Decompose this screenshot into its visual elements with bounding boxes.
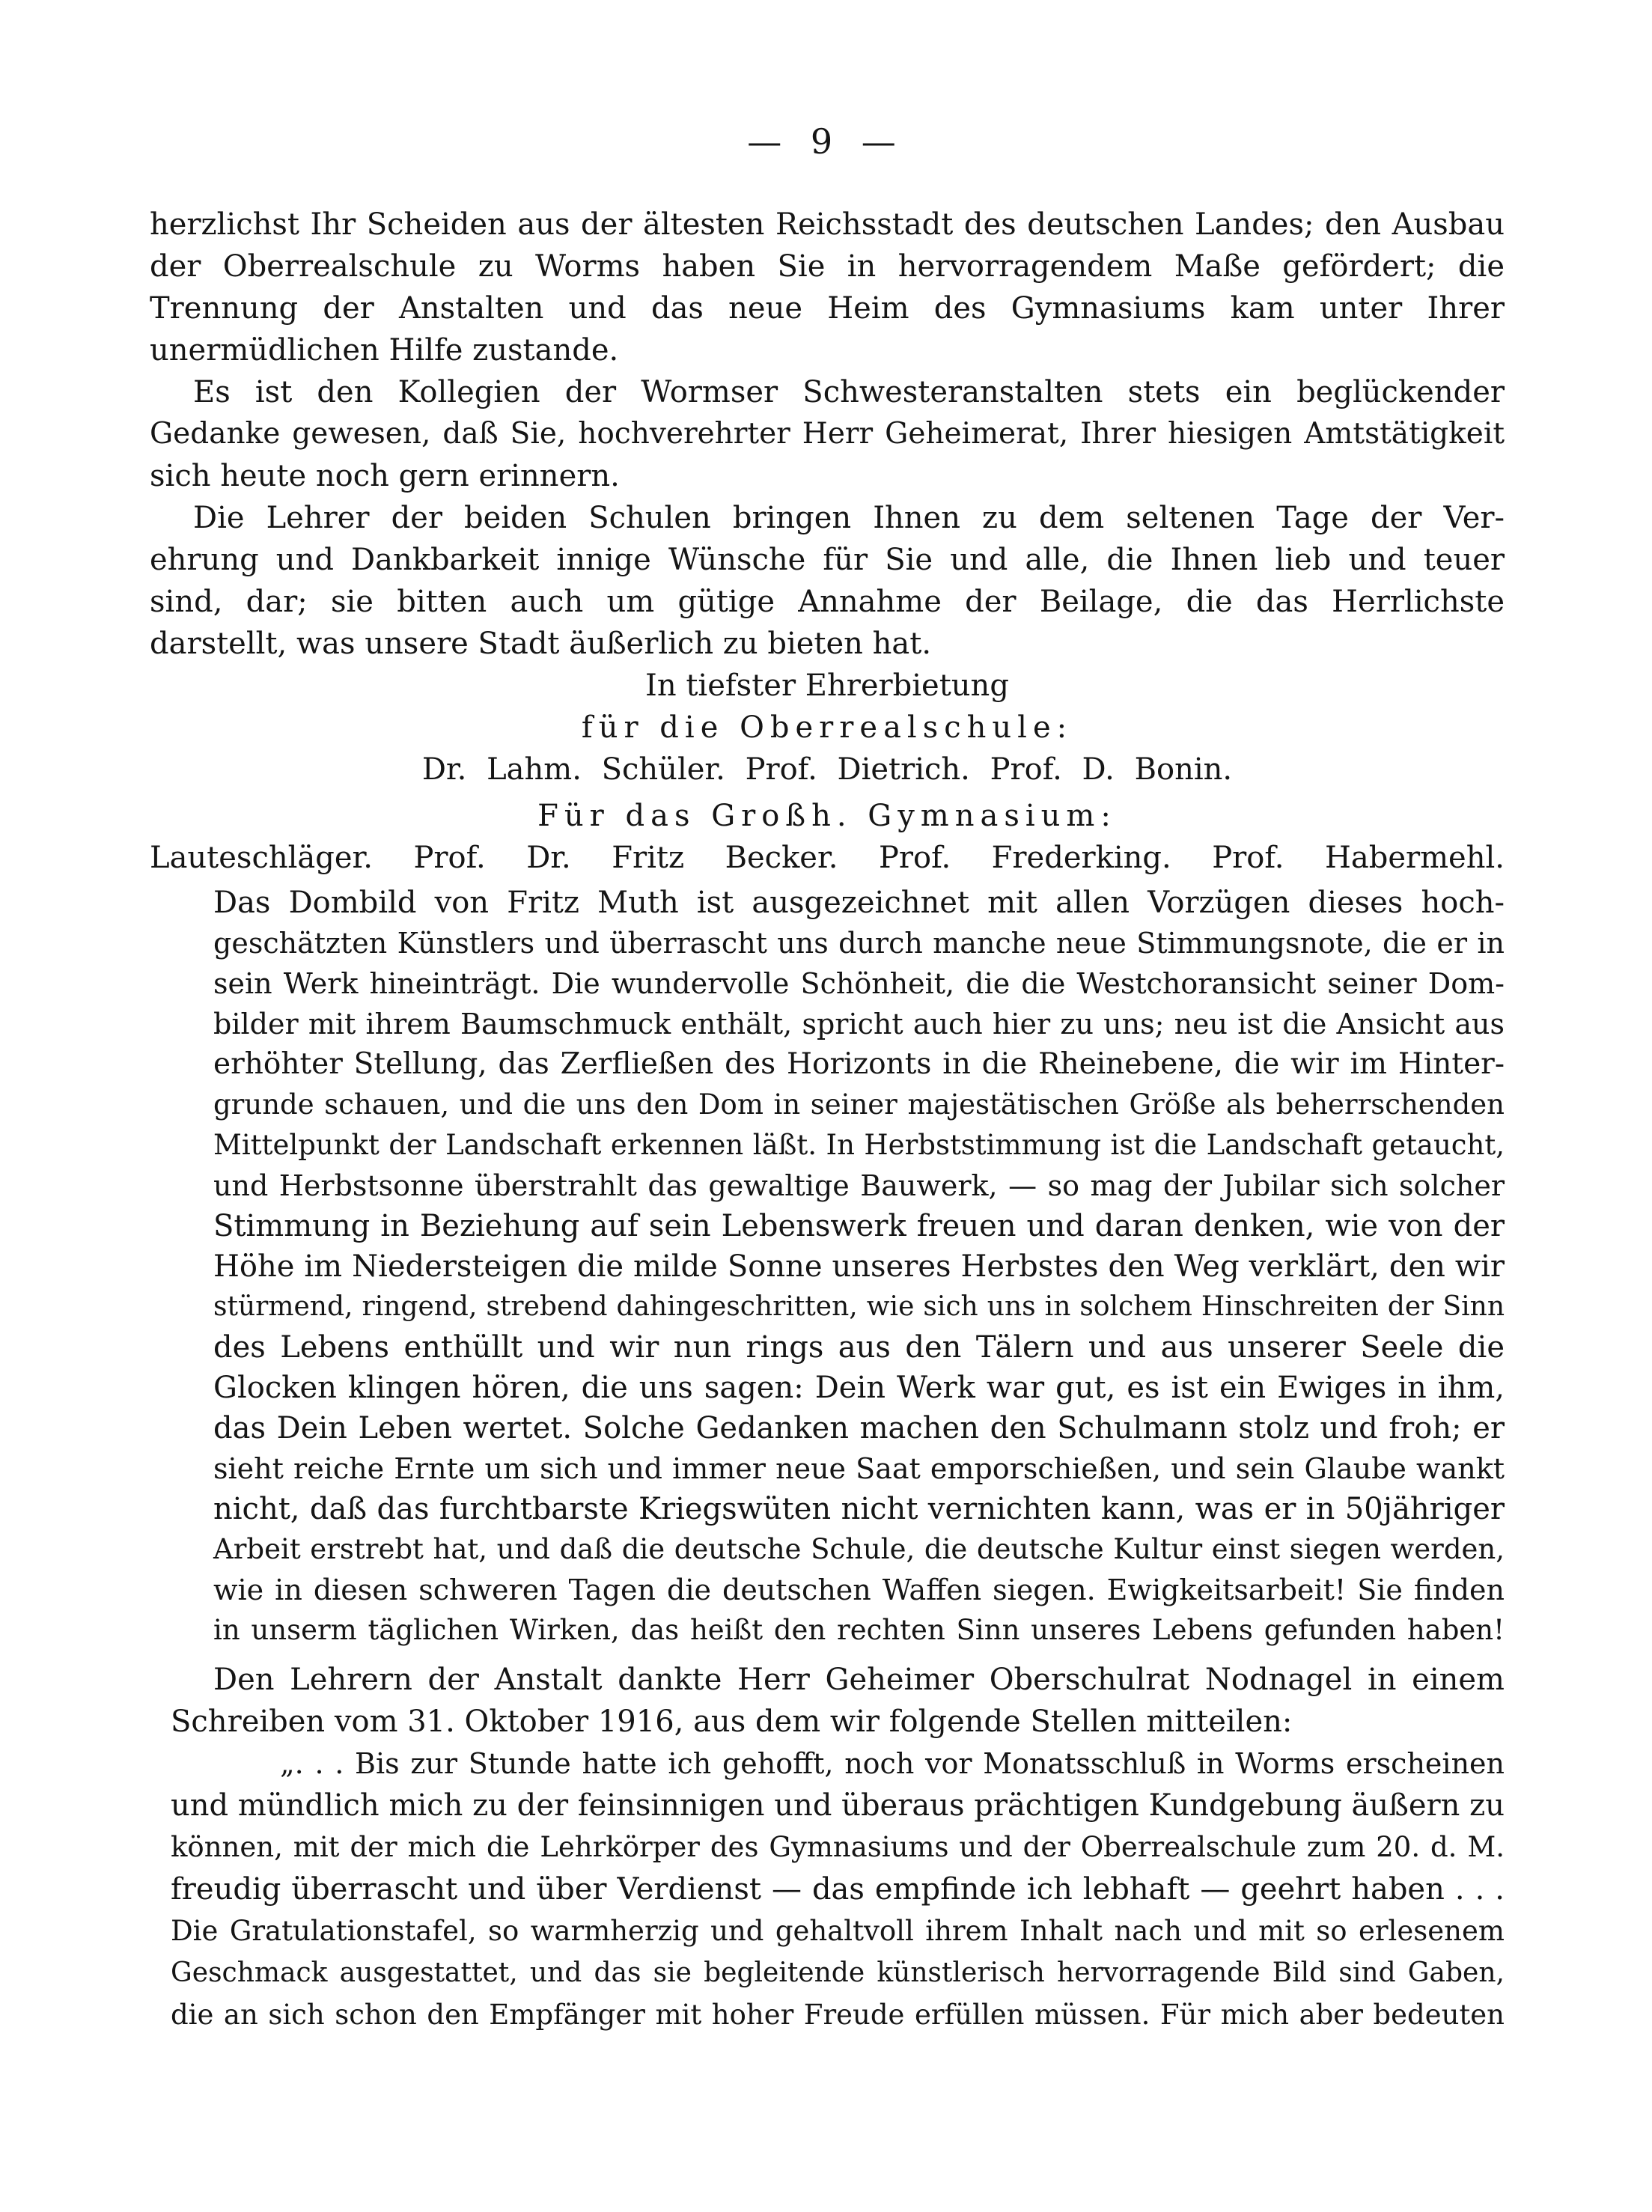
text-line: Stimmung in Beziehung auf sein Lebenswerk freuen und daran denken, wie von der [213, 1209, 1505, 1243]
text-line: der Oberrealschule zu Worms haben Sie in hervorragendem Maße gefördert; die [150, 249, 1505, 284]
text-line: sein Werk hineinträgt. Die wundervolle Schönheit, die die Westchoransicht seiner Dom- [213, 967, 1505, 1000]
text-line: in unserm täglichen Wirken, das heißt den rechten Sinn unseres Lebens gefunden haben! [213, 1614, 1505, 1646]
text-line: unermüdlichen Hilfe zustande. [150, 333, 619, 368]
text-line: Arbeit erstrebt hat, und daß die deutsche Schule, die deutsche Kultur einst siegen werden, [213, 1533, 1505, 1565]
text-line: Höhe im Niedersteigen die milde Sonne unseres Herbstes den Weg verklärt, den wir [213, 1249, 1505, 1284]
text-line: Die Lehrer der beiden Schulen bringen Ihnen zu dem seltenen Tage der Ver- [193, 501, 1505, 535]
text-line: sieht reiche Ernte um sich und immer neue Saat emporschießen, und sein Glaube wankt [213, 1452, 1505, 1485]
text-line: stürmend, ringend, strebend dahingeschritten, wie sich uns in solchem Hinschreiten der Sinn [213, 1291, 1505, 1322]
text-line: des Lebens enthüllt und wir nun rings aus den Tälern und aus unserer Seele die [213, 1330, 1505, 1365]
text-line: erhöhter Stellung, das Zerfließen des Horizonts in die Rheinebene, die wir im Hinter- [213, 1047, 1505, 1081]
quote-line: und mündlich mich zu der feinsinnigen und überaus prächtigen Kundgebung äußern zu [171, 1788, 1505, 1823]
signatories: Dr. Lahm. Schüler. Prof. Dietrich. Prof. D. Bonin. [421, 752, 1233, 787]
school-heading: Für das Großh. Gymnasium: [537, 799, 1117, 833]
text-line: darstellt, was unsere Stadt äußerlich zu bieten hat. [150, 627, 932, 661]
text-line: Mittelpunkt der Landschaft erkennen läßt. In Herbststimmung ist die Landschaft getaucht, [213, 1129, 1505, 1161]
text-line: bilder mit ihrem Baumschmuck enthält, spricht auch hier zu uns; neu ist die Ansicht aus [213, 1008, 1505, 1041]
text-line: das Dein Leben wertet. Solche Gedanken machen den Schulmann stolz und froh; er [213, 1411, 1505, 1445]
text-line: grunde schauen, und die uns den Dom in seiner majestätischen Größe als beherrschenden [213, 1088, 1505, 1121]
text-line: Es ist den Kollegien der Wormser Schwesteranstalten stets ein beglückender [193, 375, 1505, 409]
text-line: sind, dar; sie bitten auch um gütige Annahme der Beilage, die das Herrlichste [150, 585, 1505, 619]
signatories: Lauteschläger. Prof. Dr. Fritz Becker. Prof. Frederking. Prof. Habermehl. [150, 841, 1505, 875]
text-line: Schreiben vom 31. Oktober 1916, aus dem wir folgende Stellen mitteilen: [171, 1704, 1293, 1739]
school-heading: für die Oberrealschule: [581, 710, 1073, 745]
text-line: ehrung und Dankbarkeit innige Wünsche für Sie und alle, die Ihnen lieb und teuer [150, 543, 1505, 577]
text-line: geschätzten Künstlers und überrascht uns durch manche neue Stimmungsnote, die er in [213, 927, 1505, 960]
quote-line: die an sich schon den Empfänger mit hoher Freude erfüllen müssen. Für mich aber bedeuten [171, 1999, 1505, 2031]
page-number: — 9 — [747, 121, 905, 162]
text-line: herzlichst Ihr Scheiden aus der ältesten Reichsstadt des deutschen Landes; den Ausbau [150, 207, 1505, 242]
text-line: sich heute noch gern erinnern. [150, 459, 620, 493]
text-line: Glocken klingen hören, die uns sagen: Dein Werk war gut, es ist ein Ewiges in ihm, [213, 1371, 1505, 1405]
text-line: Den Lehrern der Anstalt dankte Herr Geheimer Oberschulrat Nodnagel in einem [213, 1663, 1505, 1697]
text-line: Trennung der Anstalten und das neue Heim des Gymnasiums kam unter Ihrer [150, 291, 1505, 326]
quote-line: „. . . Bis zur Stunde hatte ich gehofft, noch vor Monatsschluß in Worms erscheinen [280, 1747, 1505, 1780]
closing-line: In tiefster Ehrerbietung [645, 668, 1009, 703]
text-line: wie in diesen schweren Tagen die deutschen Waffen siegen. Ewigkeitsarbeit! Sie finden [213, 1573, 1505, 1606]
text-line: Gedanke gewesen, daß Sie, hochverehrter Herr Geheimerat, Ihrer hiesigen Amtstätigkeit [150, 417, 1505, 451]
text-line: Das Dombild von Fritz Muth ist ausgezeichnet mit allen Vorzügen dieses hoch- [213, 886, 1505, 920]
quote-line: können, mit der mich die Lehrkörper des Gymnasiums und der Oberrealschule zum 20. d. M. [171, 1831, 1505, 1863]
quote-line: Die Gratulationstafel, so warmherzig und gehaltvoll ihrem Inhalt nach und mit so erlesenem [171, 1915, 1505, 1947]
text-line: und Herbstsonne überstrahlt das gewaltige Bauwerk, — so mag der Jubilar sich solcher [213, 1169, 1505, 1202]
text-line: nicht, daß das furchtbarste Kriegswüten nicht vernichten kann, was er in 50jähriger [213, 1492, 1505, 1526]
quote-line: Geschmack ausgestattet, und das sie begleitende künstlerisch hervorragende Bild sind Gaben, [171, 1957, 1505, 1988]
quote-line: freudig überrascht und über Verdienst — das empfinde ich lebhaft — geehrt haben . . . [171, 1872, 1505, 1907]
